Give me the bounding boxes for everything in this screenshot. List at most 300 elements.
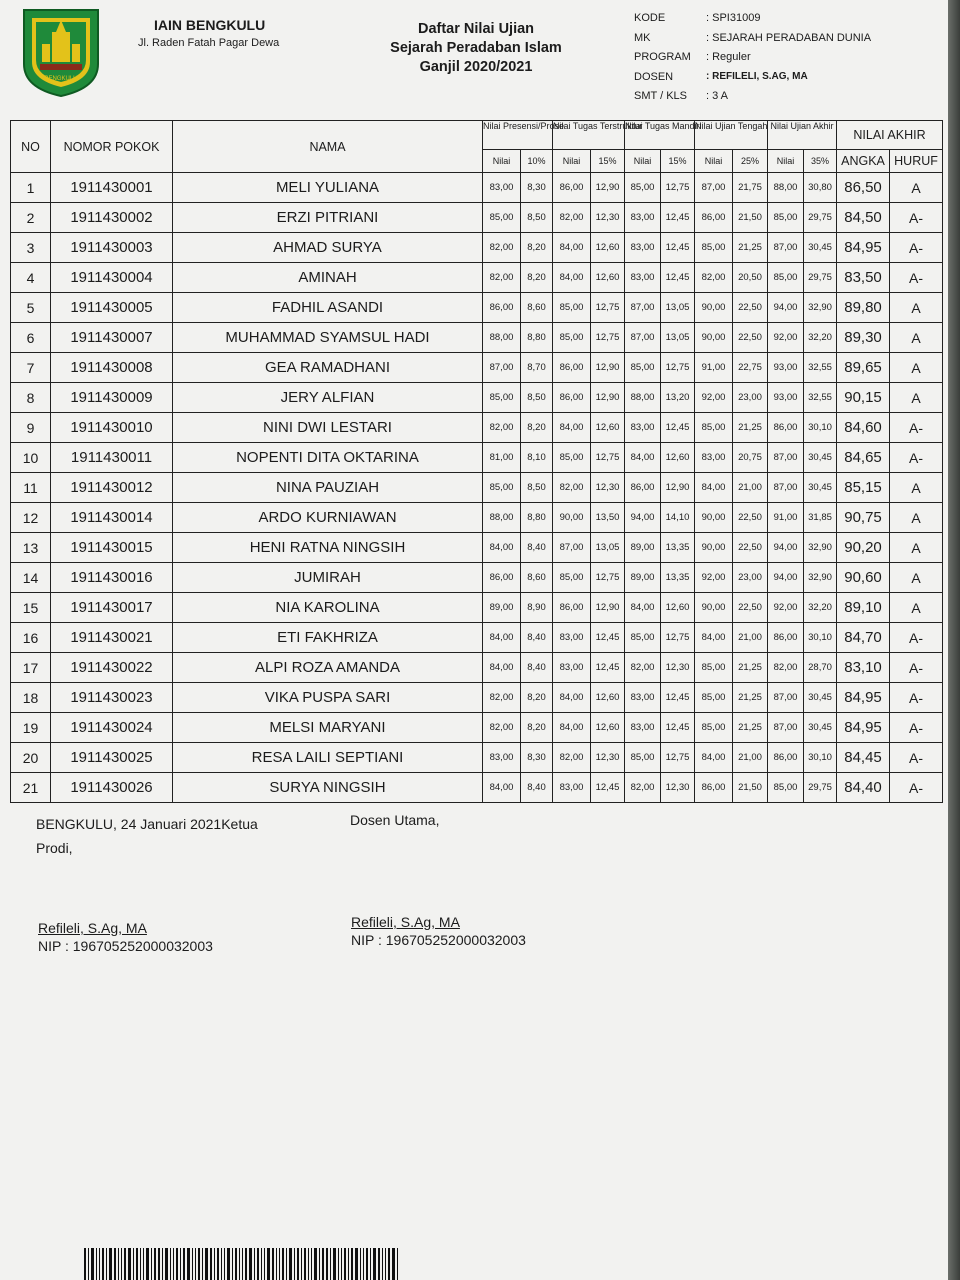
student-name: MUHAMMAD SYAMSUL HADI (173, 323, 483, 353)
final-score: 90,20 (837, 533, 890, 563)
score-cell: 84,00 (553, 683, 591, 713)
score-cell: 85,00 (553, 293, 591, 323)
barcode-bar (333, 1248, 336, 1280)
score-cell: 32,20 (804, 593, 837, 623)
row-number: 14 (11, 563, 51, 593)
score-cell: 86,00 (768, 413, 804, 443)
table-row (11, 413, 943, 443)
barcode-bar (154, 1248, 156, 1280)
score-cell: 8,40 (521, 653, 553, 683)
barcode-bar (202, 1248, 203, 1280)
score-cell: 84,00 (483, 533, 521, 563)
final-grade: A (890, 503, 943, 533)
score-cell: 29,75 (804, 263, 837, 293)
student-id: 1911430017 (51, 593, 173, 623)
score-cell: 82,00 (625, 653, 661, 683)
barcode-bar (124, 1248, 126, 1280)
score-cell: 12,75 (661, 623, 695, 653)
barcode-bar (195, 1248, 196, 1280)
score-cell: 21,00 (733, 623, 768, 653)
row-number: 8 (11, 383, 51, 413)
header-presensi: Nilai Presensi/Prose (483, 121, 553, 150)
score-cell: 14,10 (661, 503, 695, 533)
student-name: AHMAD SURYA (173, 233, 483, 263)
score-cell: 30,45 (804, 443, 837, 473)
score-cell: 32,90 (804, 533, 837, 563)
score-cell: 84,00 (695, 743, 733, 773)
score-cell: 86,00 (553, 353, 591, 383)
row-number: 13 (11, 533, 51, 563)
table-row (11, 773, 943, 803)
svg-text:BENGKULU: BENGKULU (44, 76, 78, 82)
student-id: 1911430004 (51, 263, 173, 293)
barcode-bar (109, 1248, 112, 1280)
score-cell: 85,00 (695, 233, 733, 263)
header-tugas-terstruktur: Nilai Tugas Terstruktur (553, 121, 625, 150)
row-number: 3 (11, 233, 51, 263)
grades-body (11, 173, 943, 803)
score-cell: 82,00 (483, 263, 521, 293)
barcode-bar (341, 1248, 342, 1280)
student-name: SURYA NINGSIH (173, 773, 483, 803)
score-cell: 12,60 (591, 233, 625, 263)
student-name: JUMIRAH (173, 563, 483, 593)
barcode-bar (214, 1248, 215, 1280)
score-cell: 32,20 (804, 323, 837, 353)
score-cell: 30,10 (804, 623, 837, 653)
barcode-bar (267, 1248, 270, 1280)
score-cell: 13,35 (661, 533, 695, 563)
score-cell: 94,00 (768, 563, 804, 593)
barcode-bar (170, 1248, 171, 1280)
table-row (11, 653, 943, 683)
barcode-bar (344, 1248, 346, 1280)
score-cell: 8,70 (521, 353, 553, 383)
score-cell: 88,00 (768, 173, 804, 203)
student-name: NINA PAUZIAH (173, 473, 483, 503)
course-meta (634, 12, 871, 110)
barcode-bar (96, 1248, 97, 1280)
barcode-bar (392, 1248, 395, 1280)
score-cell: 13,50 (591, 503, 625, 533)
score-cell: 86,00 (768, 743, 804, 773)
barcode-bar (301, 1248, 302, 1280)
student-name: ARDO KURNIAWAN (173, 503, 483, 533)
score-cell: 82,00 (768, 653, 804, 683)
student-name: FADHIL ASANDI (173, 293, 483, 323)
student-name: AMINAH (173, 263, 483, 293)
score-cell: 8,80 (521, 503, 553, 533)
score-cell: 85,00 (768, 263, 804, 293)
score-cell: 12,45 (591, 773, 625, 803)
row-number: 19 (11, 713, 51, 743)
score-cell: 13,20 (661, 383, 695, 413)
table-row (11, 293, 943, 323)
score-cell: 87,00 (625, 323, 661, 353)
header-tugas-mandiri: Nilai Tugas Mandiri (625, 121, 695, 150)
barcode-bar (140, 1248, 141, 1280)
barcode-bar (355, 1248, 358, 1280)
score-cell: 92,00 (695, 383, 733, 413)
barcode-bar (158, 1248, 160, 1280)
score-cell: 90,00 (695, 503, 733, 533)
final-grade: A- (890, 713, 943, 743)
student-id: 1911430012 (51, 473, 173, 503)
score-cell: 12,90 (591, 173, 625, 203)
row-number: 18 (11, 683, 51, 713)
score-cell: 84,00 (553, 233, 591, 263)
final-score: 84,50 (837, 203, 890, 233)
student-name: GEA RAMADHANI (173, 353, 483, 383)
subheader-percent: 25% (733, 150, 768, 173)
student-id: 1911430015 (51, 533, 173, 563)
score-cell: 20,50 (733, 263, 768, 293)
score-cell: 31,85 (804, 503, 837, 533)
score-cell: 86,00 (483, 563, 521, 593)
score-cell: 21,50 (733, 203, 768, 233)
final-grade: A (890, 293, 943, 323)
score-cell: 82,00 (553, 203, 591, 233)
score-cell: 21,25 (733, 233, 768, 263)
barcode-bar (360, 1248, 361, 1280)
score-cell: 12,75 (661, 743, 695, 773)
barcode-bar (221, 1248, 222, 1280)
barcode-bar (183, 1248, 185, 1280)
score-cell: 32,55 (804, 383, 837, 413)
row-number: 6 (11, 323, 51, 353)
student-id: 1911430025 (51, 743, 173, 773)
barcode-bar (326, 1248, 328, 1280)
final-grade: A (890, 323, 943, 353)
barcode-bar (114, 1248, 116, 1280)
score-cell: 8,30 (521, 173, 553, 203)
table-row (11, 203, 943, 233)
score-cell: 93,00 (768, 353, 804, 383)
subheader-nilai: Nilai (553, 150, 591, 173)
final-grade: A (890, 563, 943, 593)
barcode-bar (106, 1248, 107, 1280)
student-name: ALPI ROZA AMANDA (173, 653, 483, 683)
student-name: JERY ALFIAN (173, 383, 483, 413)
score-cell: 85,00 (483, 473, 521, 503)
student-id: 1911430009 (51, 383, 173, 413)
score-cell: 88,00 (625, 383, 661, 413)
final-score: 90,75 (837, 503, 890, 533)
score-cell: 84,00 (553, 713, 591, 743)
score-cell: 12,60 (591, 263, 625, 293)
score-cell: 87,00 (768, 713, 804, 743)
score-cell: 8,30 (521, 743, 553, 773)
semester-line: Ganjil 2020/2021 (419, 59, 533, 75)
score-cell: 87,00 (695, 173, 733, 203)
final-score: 84,95 (837, 713, 890, 743)
score-cell: 84,00 (483, 623, 521, 653)
score-cell: 91,00 (768, 503, 804, 533)
barcode-bar (257, 1248, 259, 1280)
barcode-bar (304, 1248, 306, 1280)
row-number: 9 (11, 413, 51, 443)
score-cell: 84,00 (695, 623, 733, 653)
final-grade: A- (890, 683, 943, 713)
barcode-bar (151, 1248, 152, 1280)
subheader-percent: 15% (591, 150, 625, 173)
student-id: 1911430007 (51, 323, 173, 353)
row-number: 12 (11, 503, 51, 533)
header-nomor-pokok: NOMOR POKOK (51, 121, 173, 173)
table-row (11, 563, 943, 593)
score-cell: 12,90 (661, 473, 695, 503)
barcode-bar (297, 1248, 299, 1280)
score-cell: 30,10 (804, 413, 837, 443)
final-score: 84,40 (837, 773, 890, 803)
score-cell: 85,00 (625, 173, 661, 203)
barcode-bar (261, 1248, 262, 1280)
score-cell: 82,00 (483, 413, 521, 443)
score-cell: 85,00 (695, 413, 733, 443)
score-cell: 30,45 (804, 233, 837, 263)
meta-smt-kls: SMT / KLS : 3 A (634, 90, 729, 102)
student-name: NIA KAROLINA (173, 593, 483, 623)
header-ujian-tengah: Nilai Ujian Tengah (695, 121, 768, 150)
score-cell: 21,00 (733, 473, 768, 503)
barcode-bar (397, 1248, 398, 1280)
score-cell: 12,60 (661, 443, 695, 473)
score-cell: 85,00 (625, 743, 661, 773)
barcode-bar (227, 1248, 230, 1280)
score-cell: 12,90 (591, 383, 625, 413)
final-score: 89,10 (837, 593, 890, 623)
score-cell: 85,00 (553, 443, 591, 473)
score-cell: 12,30 (591, 203, 625, 233)
score-cell: 86,00 (553, 383, 591, 413)
score-cell: 85,00 (625, 353, 661, 383)
score-cell: 82,00 (483, 683, 521, 713)
score-cell: 8,50 (521, 383, 553, 413)
header-nilai-akhir: NILAI AKHIR (837, 121, 943, 150)
final-grade: A- (890, 413, 943, 443)
final-score: 84,70 (837, 623, 890, 653)
score-cell: 8,20 (521, 713, 553, 743)
score-cell: 12,30 (591, 473, 625, 503)
final-score: 90,15 (837, 383, 890, 413)
table-row (11, 233, 943, 263)
score-cell: 8,60 (521, 293, 553, 323)
score-cell: 85,00 (483, 383, 521, 413)
score-cell: 82,00 (483, 713, 521, 743)
score-cell: 8,40 (521, 533, 553, 563)
row-number: 2 (11, 203, 51, 233)
score-cell: 8,40 (521, 773, 553, 803)
score-cell: 13,05 (661, 293, 695, 323)
score-cell: 12,45 (661, 413, 695, 443)
barcode-bar (373, 1248, 376, 1280)
score-cell: 87,00 (768, 233, 804, 263)
student-id: 1911430021 (51, 623, 173, 653)
student-id: 1911430011 (51, 443, 173, 473)
score-cell: 29,75 (804, 773, 837, 803)
score-cell: 94,00 (625, 503, 661, 533)
header-nama: NAMA (173, 121, 483, 173)
score-cell: 85,00 (695, 713, 733, 743)
grades-table (10, 120, 943, 803)
barcode-bar (187, 1248, 190, 1280)
score-cell: 13,05 (661, 323, 695, 353)
student-name: HENI RATNA NINGSIH (173, 533, 483, 563)
score-cell: 21,00 (733, 743, 768, 773)
barcode-bar (382, 1248, 383, 1280)
final-grade: A- (890, 203, 943, 233)
student-id: 1911430010 (51, 413, 173, 443)
score-cell: 8,90 (521, 593, 553, 623)
signatory-right-name: Refileli, S.Ag, MA (351, 914, 460, 930)
score-cell: 83,00 (553, 773, 591, 803)
student-name: MELI YULIANA (173, 173, 483, 203)
student-id: 1911430003 (51, 233, 173, 263)
score-cell: 83,00 (625, 233, 661, 263)
student-name: RESA LAILI SEPTIANI (173, 743, 483, 773)
subheader-nilai: Nilai (483, 150, 521, 173)
score-cell: 92,00 (768, 323, 804, 353)
score-cell: 8,20 (521, 683, 553, 713)
score-cell: 30,80 (804, 173, 837, 203)
barcode-bar (88, 1248, 89, 1280)
score-cell: 81,00 (483, 443, 521, 473)
table-row (11, 323, 943, 353)
score-cell: 82,00 (553, 743, 591, 773)
score-cell: 20,75 (733, 443, 768, 473)
score-cell: 30,45 (804, 713, 837, 743)
score-cell: 83,00 (483, 173, 521, 203)
score-cell: 83,00 (625, 713, 661, 743)
student-id: 1911430023 (51, 683, 173, 713)
final-grade: A- (890, 623, 943, 653)
barcode-bar (264, 1248, 265, 1280)
final-score: 85,15 (837, 473, 890, 503)
barcode-bar (385, 1248, 386, 1280)
final-score: 84,45 (837, 743, 890, 773)
student-id: 1911430022 (51, 653, 173, 683)
score-cell: 32,55 (804, 353, 837, 383)
barcode-bar (210, 1248, 212, 1280)
score-cell: 12,45 (661, 713, 695, 743)
table-row (11, 383, 943, 413)
table-row (11, 473, 943, 503)
score-cell: 22,50 (733, 323, 768, 353)
student-name: NOPENTI DITA OKTARINA (173, 443, 483, 473)
header-no: NO (11, 121, 51, 173)
score-cell: 92,00 (695, 563, 733, 593)
header-ujian-akhir: Nilai Ujian Akhir (768, 121, 837, 150)
score-cell: 21,75 (733, 173, 768, 203)
barcode-bar (338, 1248, 339, 1280)
score-cell: 12,60 (591, 683, 625, 713)
institution-name: IAIN BENGKULU (154, 17, 266, 33)
place-date: BENGKULU, 24 Januari 2021Ketua (36, 816, 258, 832)
barcode-bar (99, 1248, 100, 1280)
score-cell: 82,00 (695, 263, 733, 293)
score-cell: 21,25 (733, 413, 768, 443)
barcode-bar (363, 1248, 364, 1280)
score-cell: 86,00 (768, 623, 804, 653)
final-grade: A- (890, 653, 943, 683)
score-cell: 21,25 (733, 683, 768, 713)
score-cell: 87,00 (625, 293, 661, 323)
table-row (11, 503, 943, 533)
barcode-bar (282, 1248, 284, 1280)
student-id: 1911430008 (51, 353, 173, 383)
student-id: 1911430001 (51, 173, 173, 203)
final-grade: A- (890, 743, 943, 773)
subtitle-line: Sejarah Peradaban Islam (390, 40, 562, 56)
score-cell: 92,00 (768, 593, 804, 623)
barcode-bar (314, 1248, 317, 1280)
score-cell: 83,00 (695, 443, 733, 473)
table-row (11, 263, 943, 293)
score-cell: 85,00 (695, 653, 733, 683)
student-id: 1911430024 (51, 713, 173, 743)
table-row (11, 533, 943, 563)
score-cell: 12,90 (591, 593, 625, 623)
row-number: 5 (11, 293, 51, 323)
signatory-left-name: Refileli, S.Ag, MA (38, 920, 147, 936)
score-cell: 82,00 (553, 473, 591, 503)
barcode-bar (192, 1248, 193, 1280)
score-cell: 85,00 (768, 773, 804, 803)
subheader-percent: 15% (661, 150, 695, 173)
signatory-left-nip: NIP : 196705252000032003 (38, 938, 213, 954)
score-cell: 12,45 (591, 653, 625, 683)
row-number: 21 (11, 773, 51, 803)
final-grade: A (890, 473, 943, 503)
score-cell: 8,60 (521, 563, 553, 593)
row-number: 20 (11, 743, 51, 773)
score-cell: 12,45 (661, 203, 695, 233)
score-cell: 12,30 (661, 653, 695, 683)
row-number: 17 (11, 653, 51, 683)
table-row (11, 173, 943, 203)
barcode-bar (91, 1248, 94, 1280)
barcode-bar (165, 1248, 168, 1280)
final-grade: A- (890, 443, 943, 473)
barcode-bar (128, 1248, 131, 1280)
barcode-bar (242, 1248, 243, 1280)
score-cell: 90,00 (695, 323, 733, 353)
final-grade: A- (890, 263, 943, 293)
score-cell: 32,90 (804, 563, 837, 593)
barcode-bar (308, 1248, 309, 1280)
score-cell: 85,00 (483, 203, 521, 233)
barcode-bar (146, 1248, 149, 1280)
score-cell: 87,00 (553, 533, 591, 563)
score-cell: 12,90 (591, 353, 625, 383)
barcode-bar (286, 1248, 287, 1280)
final-score: 83,10 (837, 653, 890, 683)
score-cell: 91,00 (695, 353, 733, 383)
score-cell: 22,50 (733, 293, 768, 323)
row-number: 11 (11, 473, 51, 503)
score-cell: 23,00 (733, 563, 768, 593)
score-cell: 85,00 (553, 323, 591, 353)
final-score: 86,50 (837, 173, 890, 203)
table-row (11, 443, 943, 473)
score-cell: 8,20 (521, 263, 553, 293)
signatory-right-nip: NIP : 196705252000032003 (351, 932, 526, 948)
table-row (11, 593, 943, 623)
score-cell: 83,00 (625, 413, 661, 443)
score-cell: 32,90 (804, 293, 837, 323)
document-title (366, 20, 586, 77)
score-cell: 84,00 (553, 263, 591, 293)
